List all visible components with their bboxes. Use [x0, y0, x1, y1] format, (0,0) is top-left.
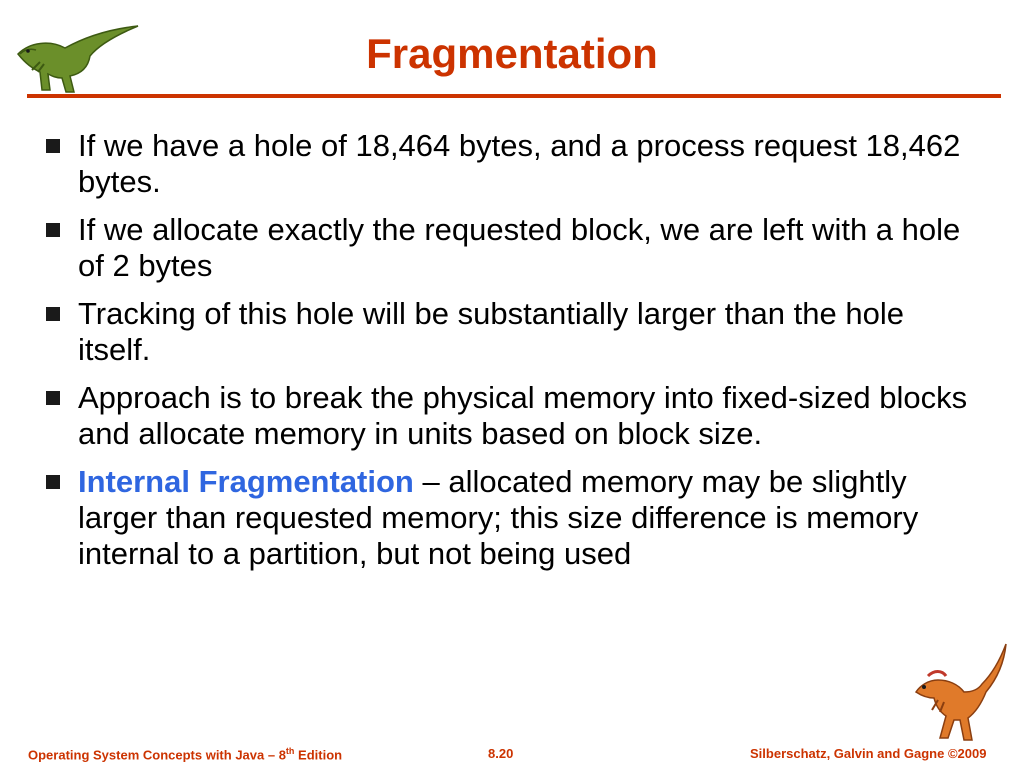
bullet-text: Tracking of this hole will be substantially larger than the hole itself. [78, 296, 904, 367]
square-bullet-icon [46, 475, 60, 489]
bullet-item [44, 464, 974, 572]
orange-dinosaur-icon [908, 640, 1012, 746]
internal-fragmentation-term: Internal Fragmentation [78, 464, 414, 499]
square-bullet-icon [46, 391, 60, 405]
bullet-item [44, 128, 974, 200]
bullet-list [44, 128, 974, 584]
bullet-text: If we allocate exactly the requested block, we are left with a hole of 2 bytes [78, 212, 961, 283]
square-bullet-icon [46, 307, 60, 321]
bullet-item [44, 296, 974, 368]
bullet-text: If we have a hole of 18,464 bytes, and a process request 18,462 bytes. [78, 128, 961, 199]
square-bullet-icon [46, 139, 60, 153]
slide-title: Fragmentation [366, 30, 658, 77]
bullet-item [44, 212, 974, 284]
square-bullet-icon [46, 223, 60, 237]
footer-book-title: Operating System Concepts with Java – 8th Edition [28, 746, 343, 763]
bullet-item [44, 380, 974, 452]
title-divider [27, 94, 1001, 98]
page-number: 8.20 [488, 746, 514, 761]
footer-copyright: Silberschatz, Galvin and Gagne ©2009 [750, 746, 987, 761]
bullet-text: Approach is to break the physical memory into fixed-sized blocks and allocate memory in units based on block size. [78, 380, 968, 451]
bullet-text: – allocated memory may be slightly larger than requested memory; this size difference is memory internal to a partition, but not being used [78, 464, 919, 571]
